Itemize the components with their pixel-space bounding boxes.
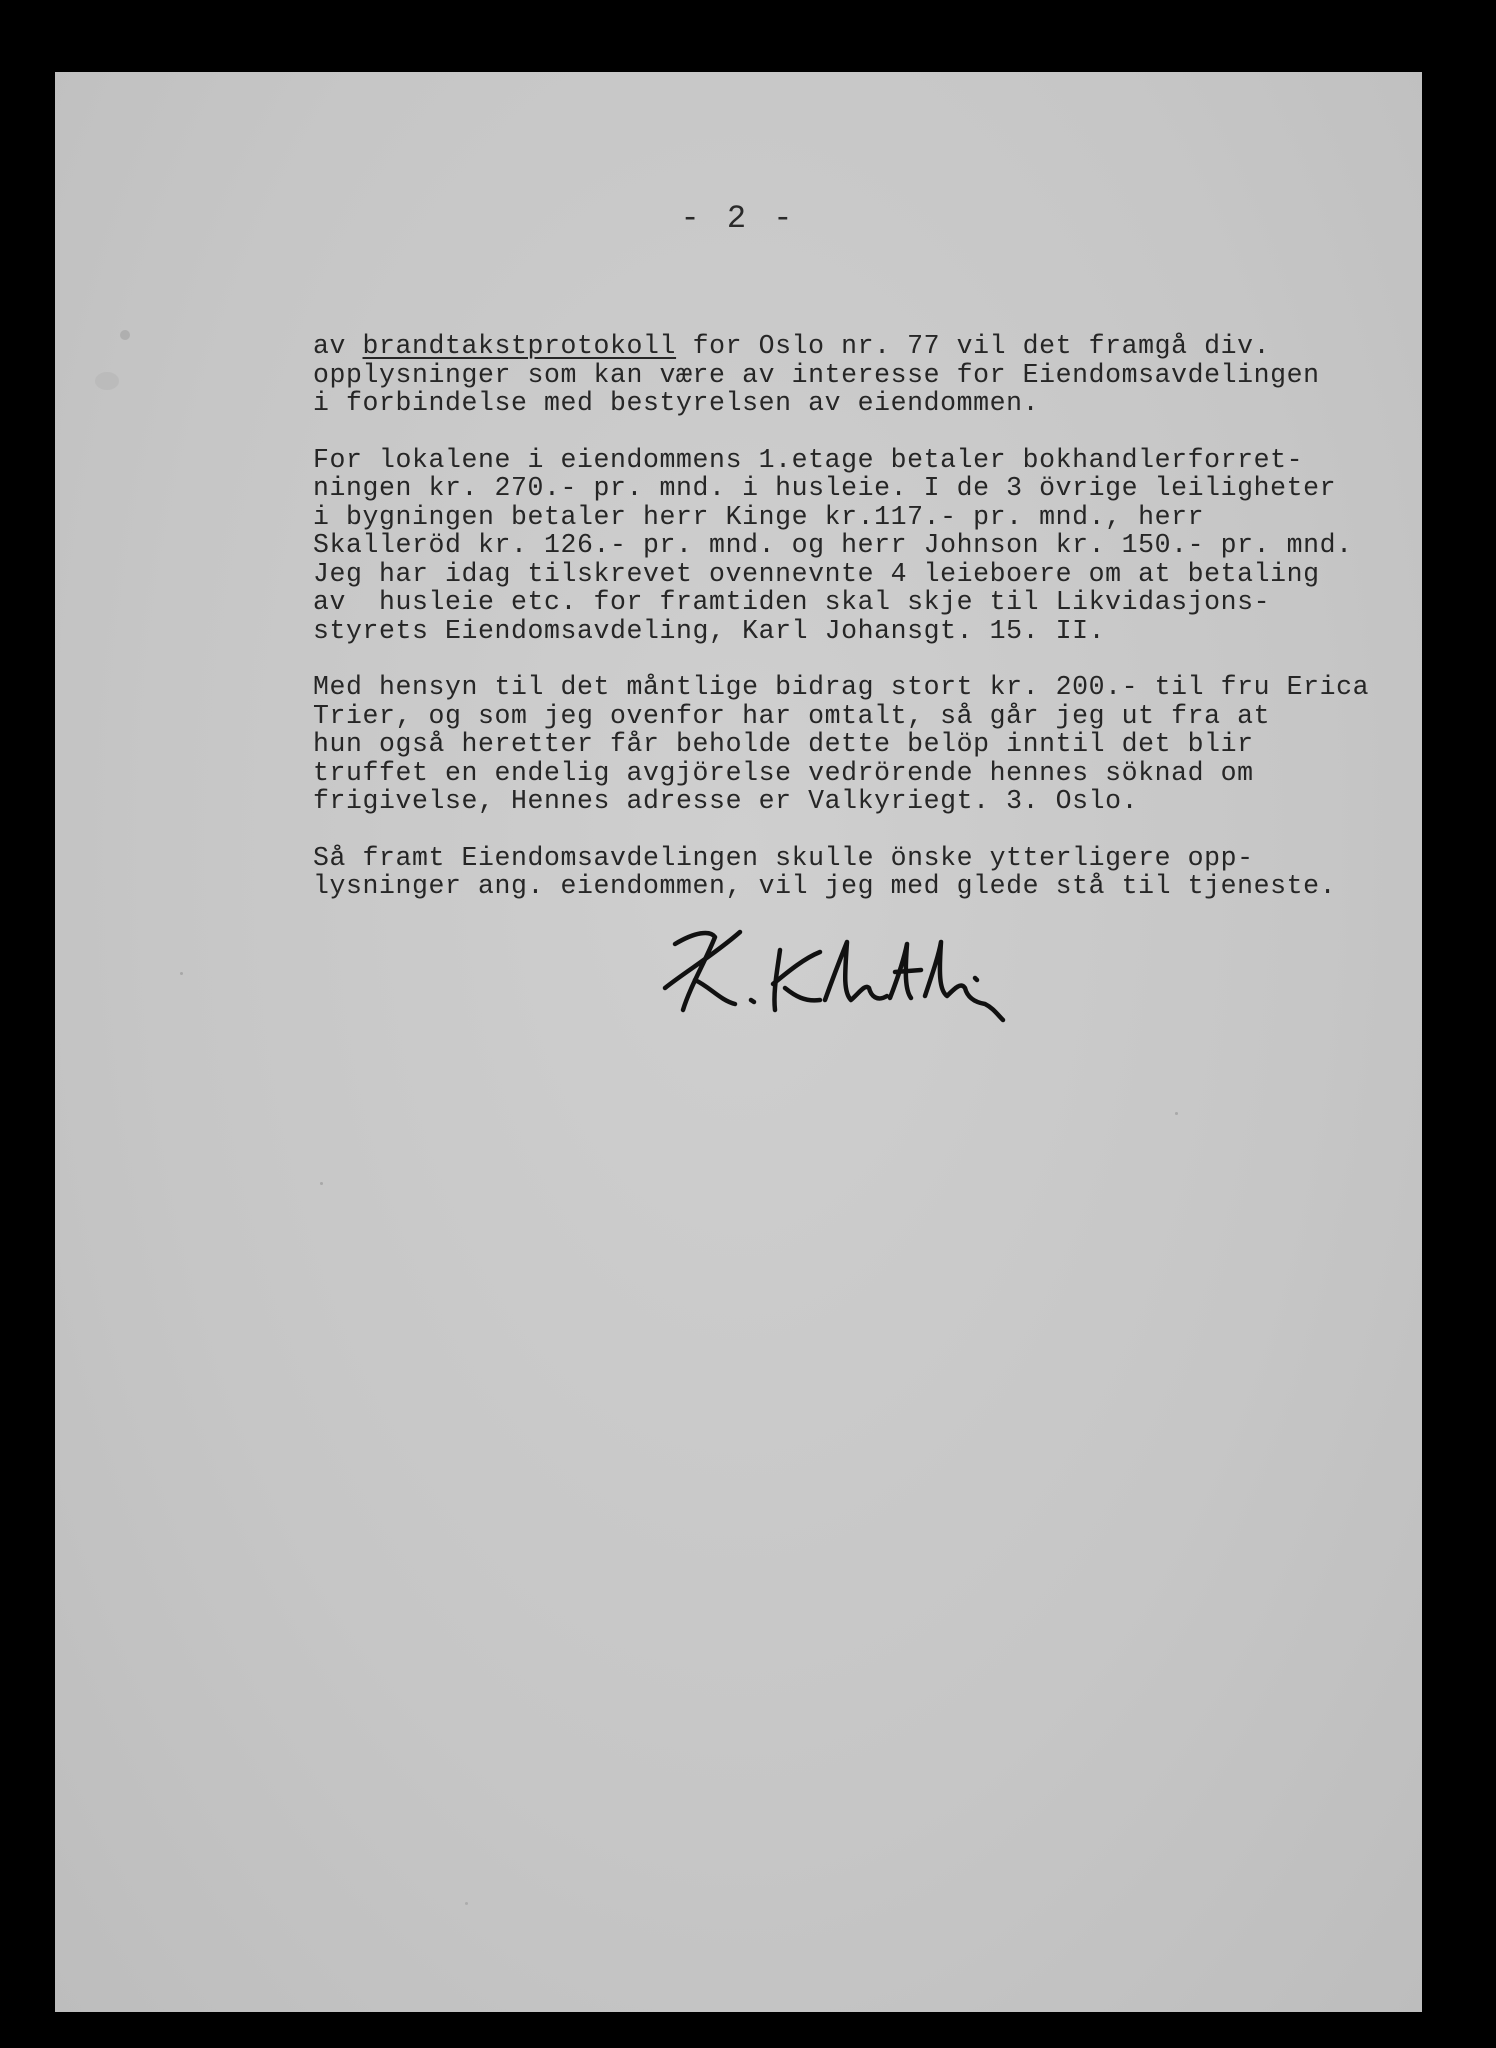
text-line: av husleie etc. for framtiden skal skje til Likvidasjons- <box>313 587 1271 617</box>
text-line: frigivelse, Hennes adresse er Valkyriegt. 3. Oslo. <box>313 786 1139 816</box>
text-line: For lokalene i eiendommens 1.etage betaler bokhandlerforret- <box>313 444 1304 475</box>
letter-body <box>313 332 1413 901</box>
text-line: Jeg har idag tilskrevet ovennevnte 4 leieboere om at betaling <box>313 558 1320 589</box>
paragraph-3 <box>313 673 1413 816</box>
text-line <box>313 332 1413 361</box>
text-line: ningen kr. 270.- pr. mnd. i husleie. I de 3 övrige leiligheter <box>313 473 1337 503</box>
paper-speck <box>320 1182 323 1185</box>
text-line: i bygningen betaler herr Kinge kr.117.- pr. mnd., herr <box>313 501 1205 532</box>
paper-speck <box>120 330 130 340</box>
paper-speck <box>465 1902 468 1905</box>
text-line: lysninger ang. eiendommen, vil jeg med glede stå til tjeneste. <box>313 871 1337 901</box>
text-line: styrets Eiendomsavdeling, Karl Johansgt. 15. II. <box>313 615 1106 646</box>
text-fragment: for Oslo nr. 77 vil det framgå div. <box>676 331 1271 361</box>
text-line: Så framt Eiendomsavdelingen skulle önske ytterligere opp- <box>313 842 1254 873</box>
text-line: Skalleröd kr. 126.- pr. mnd. og herr Johnson kr. 150.- pr. mnd. <box>313 530 1353 560</box>
paragraph-1 <box>313 332 1413 418</box>
handwritten-signature <box>655 892 1015 1032</box>
paper-speck <box>180 972 183 975</box>
text-line: i forbindelse med bestyrelsen av eiendommen. <box>313 388 1040 418</box>
text-line: opplysninger som kan være av interesse for Eiendomsavdelingen <box>313 359 1320 390</box>
underlined-term: brandtakstprotokoll <box>362 331 677 361</box>
paper-speck <box>95 372 119 390</box>
paper-sheet <box>55 72 1422 2012</box>
text-line: Med hensyn til det måntlige bidrag stort kr. 200.- til fru Erica <box>313 672 1370 702</box>
paragraph-2 <box>313 446 1413 646</box>
signature-icon <box>655 892 1015 1032</box>
text-line: hun også heretter får beholde dette belöp inntil det blir <box>313 729 1254 759</box>
text-line: Trier, og som jeg ovenfor har omtalt, så går jeg ut fra at <box>313 700 1271 731</box>
page-number: - 2 - <box>680 200 797 237</box>
text-line: truffet en endelig avgjörelse vedrörende hennes söknad om <box>313 757 1254 788</box>
paper-speck <box>1175 1112 1178 1115</box>
text-fragment: av <box>313 331 363 361</box>
